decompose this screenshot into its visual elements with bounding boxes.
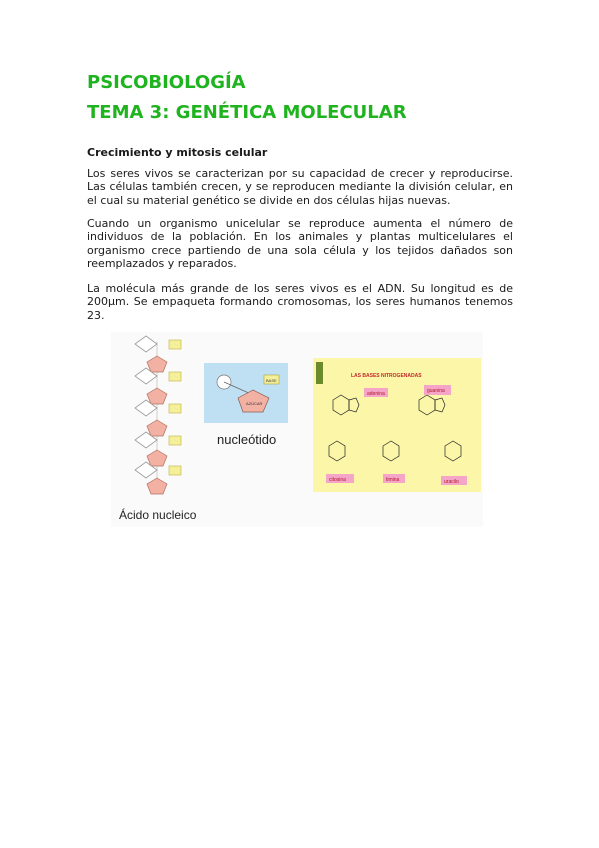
nucleotide-diagram xyxy=(204,363,288,447)
nucleotide-label: nucleótido xyxy=(217,432,277,447)
base-name-thymine: timina xyxy=(386,477,400,483)
topic-title: TEMA 3: GENÉTICA MOLECULAR xyxy=(87,102,407,123)
nitrogenous-bases-diagram xyxy=(313,358,481,492)
section-heading: Crecimiento y mitosis celular xyxy=(87,146,268,159)
paragraph-unicellular: Cuando un organismo unicelular se reproduce aumenta el número de individuos de la población. En los animales y plantas multicelulares el organismo crece partiendo de una sola célula y los tejidos dañados son reemplazados y reparados. xyxy=(87,217,513,271)
paragraph-dna: La molécula más grande de los seres vivos es el ADN. Su longitud es de 200µm. Se empaqueta formando cromosomas, los seres humanos tenemos 23. xyxy=(87,282,513,322)
course-title: PSICOBIOLOGÍA xyxy=(87,72,246,93)
paragraph-growth: Los seres vivos se caracterizan por su capacidad de crecer y reproducirse. Las células también crecen, y se reproducen mediante la división celular, en el cual su material genético se divide en dos células hijas nuevas. xyxy=(87,167,513,207)
nucleic-acid-figure xyxy=(111,332,483,527)
bases-panel-title: LAS BASES NITROGENADAS xyxy=(351,373,422,379)
base-name-uracil: uracilo xyxy=(444,479,459,485)
base-name-cytosine: citosina xyxy=(329,477,346,483)
nucleic-acid-label: Ácido nucleico xyxy=(119,508,197,522)
base-name-adenine: adenina xyxy=(367,391,385,397)
base-name-guanine: guanina xyxy=(427,388,445,394)
base-tag: BASE xyxy=(266,378,277,383)
sugar-tag: AZÚCAR xyxy=(246,401,263,406)
